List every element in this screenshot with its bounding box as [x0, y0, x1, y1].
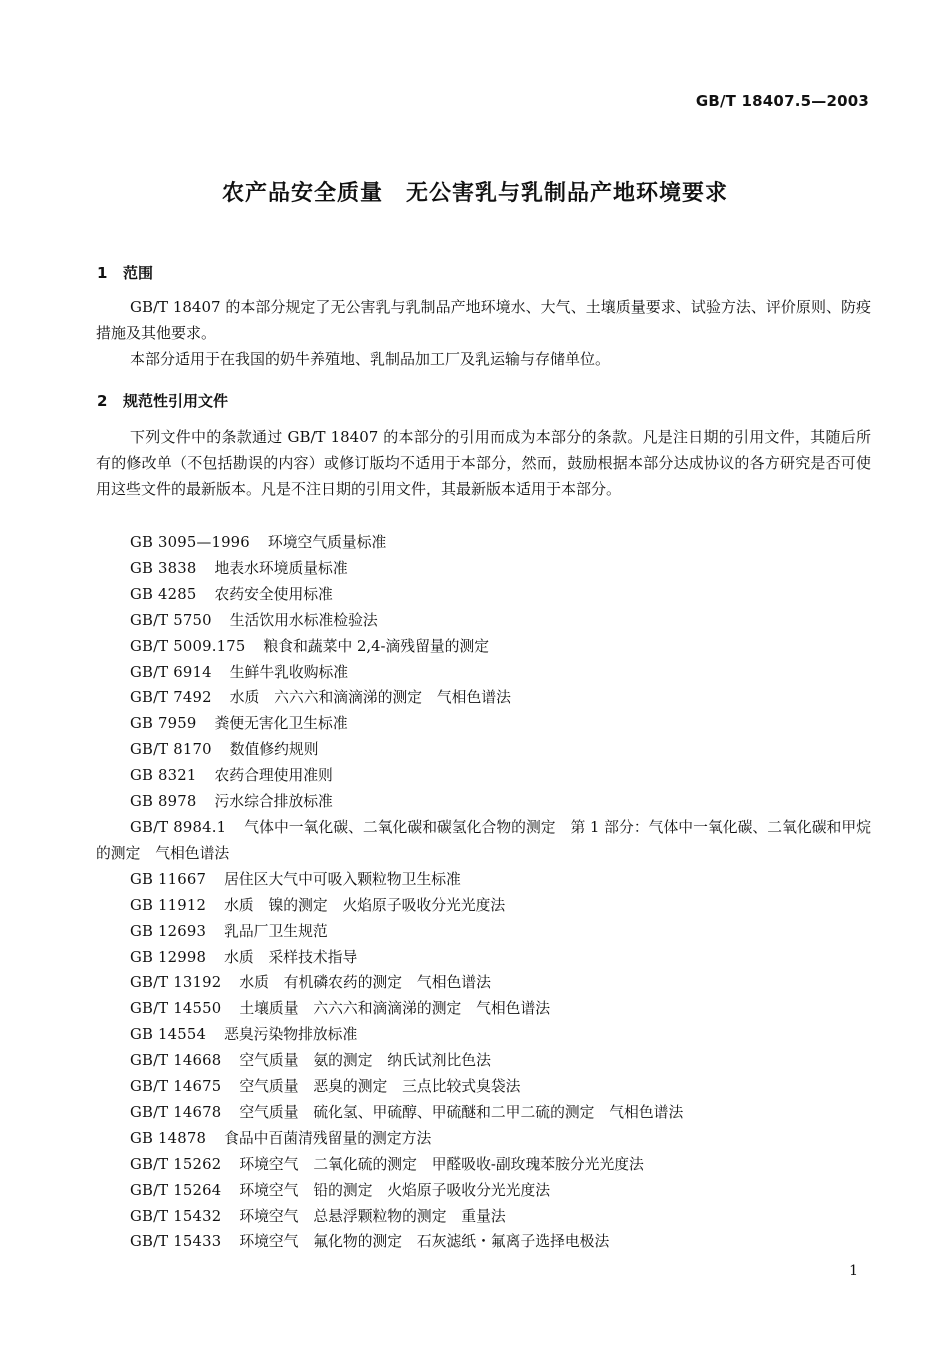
reference-code: GB 7959: [130, 715, 197, 733]
reference-title: 生鲜牛乳收购标准: [229, 663, 349, 681]
reference-code: GB/T 15262: [130, 1155, 222, 1173]
reference-item: [96, 1048, 871, 1074]
reference-item: [96, 530, 871, 556]
reference-code: GB 3095—1996: [130, 534, 250, 551]
reference-item: [96, 970, 871, 996]
reference-item: [96, 815, 871, 867]
reference-title: 空气质量 恶臭的测定 三点比较式臭袋法: [239, 1078, 521, 1096]
reference-title: 污水综合排放标准: [214, 793, 333, 811]
reference-code: GB/T 15432: [130, 1207, 222, 1225]
reference-item: [96, 789, 871, 815]
reference-code: GB 4285: [130, 585, 197, 603]
reference-code: GB 11667: [130, 870, 207, 888]
reference-title: 居住区大气中可吸入颗粒物卫生标准: [224, 870, 461, 888]
reference-item: [96, 737, 871, 763]
reference-code: GB/T 15433: [130, 1233, 222, 1251]
reference-title: 数值修约规则: [229, 741, 319, 759]
reference-title: 水质 采样技术指导: [224, 948, 358, 966]
reference-code: GB/T 13192: [130, 974, 222, 992]
section-number: 1: [97, 264, 108, 282]
reference-item: [96, 1126, 871, 1152]
reference-code: GB/T 5750: [130, 611, 212, 629]
reference-item: [96, 1022, 871, 1048]
reference-item: [96, 996, 871, 1022]
reference-code: GB/T 5009.175: [130, 637, 246, 655]
reference-code: GB/T 14675: [130, 1078, 222, 1096]
reference-code: GB/T 8170: [130, 741, 212, 759]
reference-item: [96, 1204, 871, 1230]
reference-title: 水质 六六六和滴滴涕的测定 气相色谱法: [229, 689, 511, 707]
reference-item: [96, 582, 871, 608]
reference-code: GB 3838: [130, 559, 197, 577]
reference-title: 水质 有机磷农药的测定 气相色谱法: [239, 974, 491, 992]
reference-title: 空气质量 硫化氢、甲硫醇、甲硫醚和二甲二硫的测定 气相色谱法: [239, 1103, 684, 1121]
section-title: 规范性引用文件: [123, 392, 229, 410]
reference-title: 粪便无害化卫生标准: [214, 715, 348, 733]
reference-item: [96, 763, 871, 789]
reference-code: GB 14878: [130, 1129, 207, 1147]
reference-code: GB 12998: [130, 948, 207, 966]
page-number: 1: [849, 1263, 858, 1279]
reference-title: 气体中一氧化碳、二氧化碳和碳氢化合物的测定 第 1 部分：气体中一氧化碳、二氧化碳和甲烷的测定 气相色谱法: [96, 818, 871, 862]
reference-item: [96, 1152, 871, 1178]
reference-title: 恶臭污染物排放标准: [224, 1026, 358, 1044]
reference-title: 粮食和蔬菜中 2,4-滴残留量的测定: [263, 637, 490, 655]
section-title: 范围: [123, 264, 154, 282]
reference-code: GB/T 14668: [130, 1052, 222, 1070]
reference-title: 土壤质量 六六六和滴滴涕的测定 气相色谱法: [239, 1000, 551, 1018]
reference-title: 地表水环境质量标准: [214, 559, 348, 577]
reference-item: [96, 711, 871, 737]
reference-title: 农药合理使用准则: [214, 767, 333, 785]
reference-title: 生活饮用水标准检验法: [229, 611, 378, 629]
section-number: 2: [97, 392, 108, 410]
reference-code: GB 8978: [130, 793, 197, 811]
references-intro-paragraph: 下列文件中的条款通过 GB/T 18407 的本部分的引用而成为本部分的条款。凡是注日期的引用文件，其随后所有的修改单（不包括勘误的内容）或修订版均不适用于本部分，然而，鼓励根据本部分达成协议的各方研究是否可使用这些文件的最新版本。凡是不注日期的引用文件，其最新版本适用于本部分。: [96, 428, 871, 499]
reference-title: 乳品厂卫生规范: [224, 922, 328, 940]
reference-item: [96, 660, 871, 686]
reference-title: 环境空气 二氧化硫的测定 甲醛吸收-副玫瑰苯胺分光光度法: [239, 1155, 644, 1173]
reference-title: 环境空气 氟化物的测定 石灰滤纸・氟离子选择电极法: [239, 1233, 610, 1251]
reference-code: GB/T 8984.1: [130, 818, 227, 836]
reference-item: [96, 1074, 871, 1100]
reference-item: [96, 867, 871, 893]
reference-code: GB 14554: [130, 1026, 207, 1044]
reference-title: 食品中百菌清残留量的测定方法: [224, 1129, 432, 1147]
section-heading-scope: [97, 262, 153, 283]
reference-item: [96, 945, 871, 971]
page-title: 农产品安全质量 无公害乳与乳制品产地环境要求: [221, 181, 728, 206]
reference-item: [96, 556, 871, 582]
reference-code: GB/T 14678: [130, 1103, 222, 1121]
reference-item: [96, 1229, 871, 1255]
reference-item: [96, 634, 871, 660]
reference-item: [96, 919, 871, 945]
reference-item: [96, 1178, 871, 1204]
reference-code: GB 12693: [130, 922, 207, 940]
reference-title: 环境空气 总悬浮颗粒物的测定 重量法: [239, 1207, 506, 1225]
reference-code: GB/T 14550: [130, 1000, 222, 1018]
reference-code: GB/T 6914: [130, 663, 212, 681]
reference-code: GB 11912: [130, 896, 207, 914]
standard-code: GB/T 18407.5—2003: [695, 92, 869, 110]
reference-code: GB/T 7492: [130, 689, 212, 707]
reference-code: GB 8321: [130, 767, 197, 785]
reference-item: [96, 685, 871, 711]
reference-title: 农药安全使用标准: [214, 585, 333, 603]
reference-title: 空气质量 氨的测定 纳氏试剂比色法: [239, 1052, 491, 1070]
scope-applicability-paragraph: 本部分适用于在我国的奶牛养殖地、乳制品加工厂及乳运输与存储单位。: [130, 350, 611, 368]
reference-item: [96, 1100, 871, 1126]
reference-code: GB/T 15264: [130, 1181, 222, 1199]
reference-item: [96, 893, 871, 919]
reference-title: 水质 镍的测定 火焰原子吸收分光光度法: [224, 896, 506, 914]
section-heading-normative-references: [97, 390, 228, 411]
reference-title: 环境空气 铅的测定 火焰原子吸收分光光度法: [239, 1181, 551, 1199]
scope-paragraph: GB/T 18407 的本部分规定了无公害乳与乳制品产地环境水、大气、土壤质量要求、试验方法、评价原则、防疫措施及其他要求。: [96, 298, 871, 343]
reference-title: 环境空气质量标准: [267, 534, 387, 551]
reference-list: [96, 530, 871, 1255]
reference-item: [96, 608, 871, 634]
